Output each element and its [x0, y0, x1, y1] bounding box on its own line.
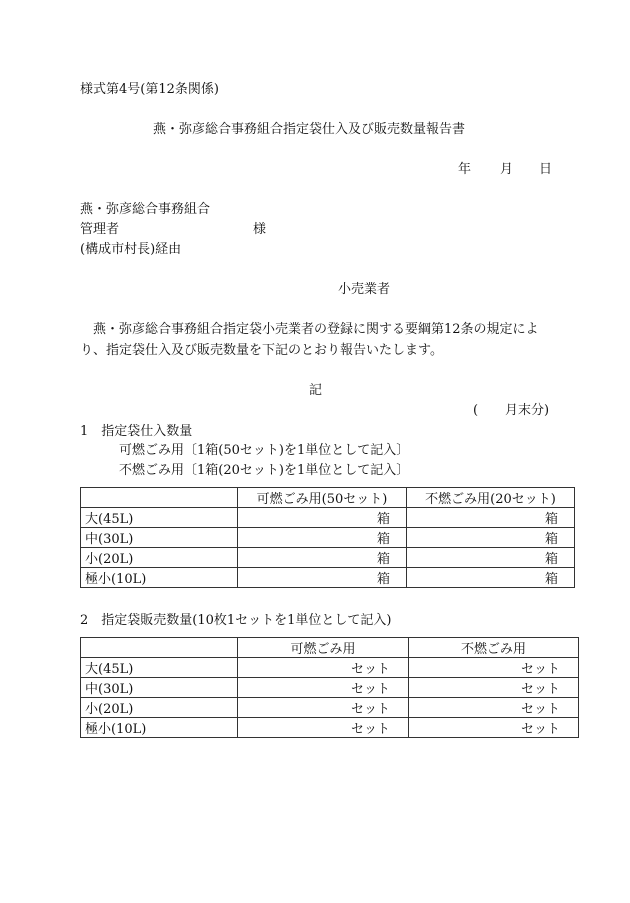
- section1-note2: 不燃ごみ用〔1箱(20セット)を1単位として記入〕: [119, 463, 410, 478]
- nonburnable-cell: セット: [409, 698, 579, 718]
- nonburnable-cell: 箱: [407, 528, 575, 548]
- burnable-cell: 箱: [238, 568, 407, 588]
- table-row: [81, 508, 575, 528]
- nonburnable-cell: 箱: [407, 508, 575, 528]
- nonburnable-cell: 箱: [407, 548, 575, 568]
- table-header-row: [81, 638, 579, 658]
- table-row: [81, 568, 575, 588]
- form-number: 様式第4号(第12条関係): [80, 82, 219, 97]
- table-header-cell: 可燃ごみ用: [238, 638, 409, 658]
- period-text: 月末分): [505, 403, 550, 418]
- nonburnable-cell: セット: [409, 658, 579, 678]
- burnable-cell: セット: [238, 698, 409, 718]
- period-open: (: [473, 403, 479, 418]
- date-day: 日: [539, 162, 553, 177]
- size-cell: 大(45L): [81, 658, 238, 678]
- nonburnable-cell: セット: [409, 718, 579, 738]
- table-header-row: [81, 488, 575, 508]
- table-row: [81, 698, 579, 718]
- size-cell: 中(30L): [81, 528, 238, 548]
- addressee-admin: 管理者: [80, 222, 120, 237]
- size-cell: 小(20L): [81, 548, 238, 568]
- section2-heading: 2 指定袋販売数量(10枚1セットを1単位として記入): [80, 613, 392, 628]
- size-cell: 極小(10L): [81, 718, 238, 738]
- nonburnable-cell: セット: [409, 678, 579, 698]
- date-month: 月: [500, 162, 514, 177]
- retailer-label: 小売業者: [338, 282, 391, 297]
- table-header-cell: 可燃ごみ用(50セット): [238, 488, 407, 508]
- document-title: 燕・弥彦総合事務組合指定袋仕入及び販売数量報告書: [153, 122, 466, 137]
- section1-heading: 1 指定袋仕入数量: [80, 424, 193, 439]
- burnable-cell: セット: [238, 718, 409, 738]
- table-row: [81, 658, 579, 678]
- table-header-cell: [81, 638, 238, 658]
- purchase-table: [80, 487, 575, 588]
- table-row: [81, 548, 575, 568]
- addressee-honorific: 様: [253, 222, 267, 237]
- burnable-cell: セット: [238, 678, 409, 698]
- table-row: [81, 678, 579, 698]
- table-row: [81, 528, 575, 548]
- table-header-cell: 不燃ごみ用: [409, 638, 579, 658]
- size-cell: 小(20L): [81, 698, 238, 718]
- burnable-cell: セット: [238, 658, 409, 678]
- table-header-cell: [81, 488, 238, 508]
- size-cell: 中(30L): [81, 678, 238, 698]
- ki-label: 記: [309, 383, 323, 398]
- table-header-cell: 不燃ごみ用(20セット): [407, 488, 575, 508]
- burnable-cell: 箱: [238, 508, 407, 528]
- size-cell: 極小(10L): [81, 568, 238, 588]
- body-text-line1: 燕・弥彦総合事務組合指定袋小売業者の登録に関する要綱第12条の規定によ: [93, 322, 539, 337]
- table-row: [81, 718, 579, 738]
- nonburnable-cell: 箱: [407, 568, 575, 588]
- burnable-cell: 箱: [238, 548, 407, 568]
- burnable-cell: 箱: [238, 528, 407, 548]
- addressee-org: 燕・弥彦総合事務組合: [80, 202, 211, 217]
- body-text-line2: り、指定袋仕入及び販売数量を下記のとおり報告いたします。: [80, 343, 443, 358]
- size-cell: 大(45L): [81, 508, 238, 528]
- date-year: 年: [458, 162, 472, 177]
- sales-table: [80, 637, 579, 738]
- section1-note1: 可燃ごみ用〔1箱(50セット)を1単位として記入〕: [119, 443, 410, 458]
- addressee-via: (構成市村長)経由: [80, 242, 182, 257]
